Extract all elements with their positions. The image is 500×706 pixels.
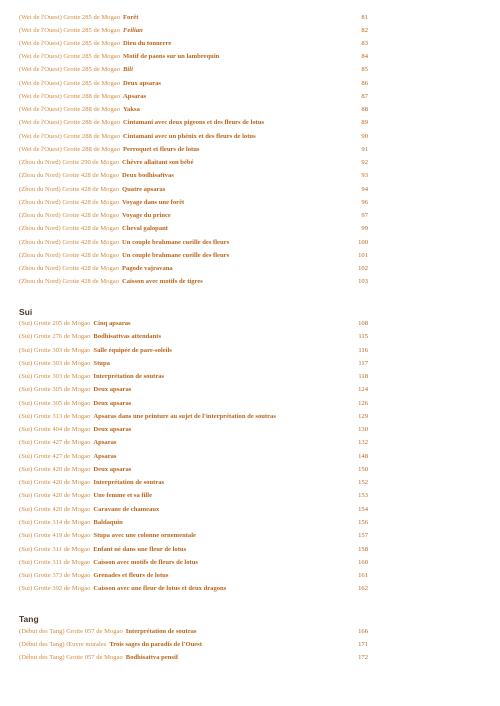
entry-source: (Sui) Grotte 276 de Mogao (19, 333, 91, 340)
toc-entry[interactable] (19, 358, 369, 370)
entry-page-number: 115 (358, 333, 368, 340)
toc-entry[interactable] (19, 250, 369, 262)
entry-page-number: 156 (358, 519, 368, 526)
entry-page-number: 90 (361, 133, 368, 140)
entry-page-number: 129 (358, 413, 368, 420)
entry-title: Stupa avec une colonne ornementale (93, 532, 196, 539)
toc-entry[interactable] (19, 557, 369, 569)
toc-entry[interactable] (19, 570, 369, 582)
toc-entry[interactable] (19, 263, 369, 275)
entry-page-number: 103 (358, 278, 368, 285)
toc-entry[interactable] (19, 144, 369, 156)
toc-entry[interactable] (19, 157, 369, 169)
toc-entry[interactable] (19, 91, 369, 103)
entry-title: Grenades et fleurs de lotus (93, 572, 169, 579)
entry-title: Trois sages du paradis de l'Ouest (109, 641, 202, 648)
toc-entry[interactable] (19, 626, 369, 638)
toc-entry[interactable] (19, 464, 369, 476)
entry-source: (Début des Tang) Grotte 057 de Mogao (19, 654, 123, 661)
entry-page-number: 157 (358, 532, 368, 539)
entry-source: (Sui) Grotte 420 de Mogao (19, 479, 91, 486)
entry-title: Cintamani avec un phénix et des fleurs de lotus (123, 133, 256, 140)
entry-source: (Sui) Grotte 303 de Mogao (19, 373, 91, 380)
toc-entry[interactable] (19, 639, 369, 651)
entry-page-number: 124 (358, 386, 368, 393)
entry-source: (Zhou du Nord) Grotte 428 de Mogao (19, 186, 119, 193)
entry-source: (Sui) Grotte 314 de Mogao (19, 519, 91, 526)
entry-page-number: 92 (361, 159, 368, 166)
entry-page-number: 172 (358, 654, 368, 661)
entry-page-number: 102 (358, 265, 368, 272)
entry-page-number: 81 (361, 14, 368, 21)
entry-source: (Wei de l'Ouest) Grotte 285 de Mogao (19, 27, 121, 34)
toc-entry[interactable] (19, 437, 369, 449)
entry-title: Apsaras (93, 453, 117, 460)
entry-source: (Zhou du Nord) Grotte 428 de Mogao (19, 225, 119, 232)
entry-source: (Wei de l'Ouest) Grotte 285 de Mogao (19, 53, 121, 60)
entry-source: (Sui) Grotte 311 de Mogao (19, 546, 91, 553)
entry-page-number: 91 (361, 146, 368, 153)
entry-page-number: 101 (358, 252, 368, 259)
toc-entry[interactable] (19, 424, 369, 436)
toc-entry[interactable] (19, 170, 369, 182)
toc-entry[interactable] (19, 398, 369, 410)
entry-source: (Wei de l'Ouest) Grotte 288 de Mogao (19, 93, 121, 100)
entry-title: Baldaquin (93, 519, 123, 526)
entry-source: (Zhou du Nord) Grotte 428 de Mogao (19, 172, 119, 179)
entry-page-number: 94 (361, 186, 368, 193)
entry-source: (Sui) Grotte 205 de Mogao (19, 320, 91, 327)
entry-page-number: 86 (361, 80, 368, 87)
entry-title: Caisson avec motifs de tigres (122, 278, 203, 285)
section-heading-tang: Tang (19, 614, 39, 624)
toc-entry[interactable] (19, 237, 369, 249)
entry-page-number: 162 (358, 585, 368, 592)
entry-title: Dieu du tonnerre (123, 40, 172, 47)
entry-page-number: 161 (358, 572, 368, 579)
entry-title: Bodhisattva pensif (125, 654, 179, 661)
entry-title: Forêt (123, 14, 139, 21)
entry-source: (Sui) Grotte 305 de Mogao (19, 400, 91, 407)
entry-source: (Zhou du Nord) Grotte 428 de Mogao (19, 265, 119, 272)
entry-title: Une femme et sa fille (93, 492, 153, 499)
entry-title: Un couple brahmane cueille des fleurs (122, 252, 230, 259)
entry-page-number: 88 (361, 106, 368, 113)
toc-entry[interactable] (19, 117, 369, 129)
toc-entry[interactable] (19, 78, 369, 90)
entry-title: Un couple brahmane cueille des fleurs (122, 239, 230, 246)
entry-source: (Début des Tang) Grotte 057 de Mogao (19, 628, 123, 635)
entry-title: Pagode vajravana (122, 265, 173, 272)
entry-page-number: 132 (358, 439, 368, 446)
toc-entry[interactable] (19, 131, 369, 143)
entry-source: (Sui) Grotte 373 de Mogao (19, 572, 91, 579)
entry-source: (Wei de l'Ouest) Grotte 288 de Mogao (19, 146, 121, 153)
entry-title: Interprétation de soutras (93, 479, 165, 486)
entry-source: (Sui) Grotte 303 de Mogao (19, 347, 91, 354)
entry-source: (Sui) Grotte 311 de Mogao (19, 559, 91, 566)
toc-entry[interactable] (19, 276, 369, 288)
entry-page-number: 82 (361, 27, 368, 34)
entry-source: (Wei de l'Ouest) Grotte 288 de Mogao (19, 119, 121, 126)
toc-entry[interactable] (19, 64, 369, 76)
entry-source: (Sui) Grotte 420 de Mogao (19, 492, 91, 499)
entry-page-number: 153 (358, 492, 368, 499)
entry-page-number: 117 (358, 360, 368, 367)
entry-title: Deux apsaras (123, 80, 161, 87)
entry-source: (Sui) Grotte 313 de Mogao (19, 413, 91, 420)
entry-page-number: 85 (361, 66, 368, 73)
entry-page-number: 108 (358, 320, 368, 327)
toc-entry[interactable] (19, 504, 369, 516)
entry-source: (Wei de l'Ouest) Grotte 285 de Mogao (19, 14, 121, 21)
entry-title: Enfant né dans une fleur de lotus (93, 546, 187, 553)
entry-source: (Zhou du Nord) Grotte 428 de Mogao (19, 278, 119, 285)
entry-title: Feilian (123, 27, 143, 34)
toc-entry[interactable] (19, 477, 369, 489)
entry-page-number: 93 (361, 172, 368, 179)
toc-entry[interactable] (19, 25, 369, 37)
toc-entry[interactable] (19, 210, 369, 222)
toc-entry[interactable] (19, 451, 369, 463)
toc-entry[interactable] (19, 51, 369, 63)
entry-page-number: 148 (358, 453, 368, 460)
entry-page-number: 166 (358, 628, 368, 635)
entry-source: (Sui) Grotte 303 de Mogao (19, 360, 91, 367)
toc-entry[interactable] (19, 530, 369, 542)
entry-title: Bili (123, 66, 133, 73)
entry-source: (Sui) Grotte 392 de Mogao (19, 585, 91, 592)
entry-page-number: 89 (361, 119, 368, 126)
entry-source: (Sui) Grotte 404 de Mogao (19, 426, 91, 433)
entry-title: Bodhisattvas attendants (93, 333, 162, 340)
entry-page-number: 83 (361, 40, 368, 47)
entry-page-number: 158 (358, 546, 368, 553)
toc-entry[interactable] (19, 384, 369, 396)
entry-title: Deux apsaras (93, 400, 132, 407)
entry-page-number: 99 (361, 225, 368, 232)
entry-page-number: 96 (361, 199, 368, 206)
toc-entry[interactable] (19, 223, 369, 235)
entry-title: Perroquet et fleurs de lotus (123, 146, 200, 153)
entry-source: (Sui) Grotte 420 de Mogao (19, 466, 91, 473)
toc-entry[interactable] (19, 318, 369, 330)
entry-title: Deux apsaras (93, 466, 132, 473)
entry-title: Caisson avec motifs de fleurs de lotus (93, 559, 198, 566)
entry-page-number: 100 (358, 239, 368, 246)
entry-page-number: 171 (358, 641, 368, 648)
entry-source: (Zhou du Nord) Grotte 428 de Mogao (19, 199, 119, 206)
entry-title: Deux bodhisattvas (122, 172, 174, 179)
entry-source: (Zhou du Nord) Grotte 428 de Mogao (19, 239, 119, 246)
entry-source: (Sui) Grotte 420 de Mogao (19, 506, 91, 513)
entry-title: Deux apsaras (93, 386, 132, 393)
toc-entry[interactable] (19, 331, 369, 343)
entry-title: Salle équipée de pare-soleils (93, 347, 172, 354)
entry-source: (Wei de l'Ouest) Grotte 288 de Mogao (19, 133, 121, 140)
toc-entry[interactable] (19, 544, 369, 556)
toc-entry[interactable] (19, 104, 369, 116)
entry-source: (Sui) Grotte 305 de Mogao (19, 386, 91, 393)
entry-title: Caisson avec une fleur de lotus et deux dragons (93, 585, 227, 592)
entry-page-number: 116 (358, 347, 368, 354)
entry-page-number: 97 (361, 212, 368, 219)
entry-title: Interprétation de soutras (93, 373, 165, 380)
toc-entry[interactable] (19, 197, 369, 209)
entry-title: Voyage dans une forêt (122, 199, 185, 206)
entry-title: Apsaras dans une peinture au sujet de l'interprétation de soutras (93, 413, 276, 420)
toc-entry[interactable] (19, 652, 369, 664)
entry-title: Voyage du prince (122, 212, 171, 219)
entry-page-number: 160 (358, 559, 368, 566)
entry-source: (Zhou du Nord) Grotte 428 de Mogao (19, 252, 119, 259)
toc-entry[interactable] (19, 184, 369, 196)
toc-entry[interactable] (19, 12, 369, 24)
entry-source: (Wei de l'Ouest) Grotte 288 de Mogao (19, 106, 121, 113)
entry-title: Yaksa (123, 106, 140, 113)
entry-source: (Début des Tang) Œuvre murales (19, 641, 107, 648)
entry-source: (Zhou du Nord) Grotte 290 de Mogao (19, 159, 119, 166)
toc-entry[interactable] (19, 38, 369, 50)
entry-title: Stupa (93, 360, 110, 367)
entry-title: Cintamani avec deux pigeons et des fleurs de lotus (123, 119, 265, 126)
entry-page-number: 130 (358, 426, 368, 433)
toc-entry[interactable] (19, 411, 369, 423)
entry-page-number: 87 (361, 93, 368, 100)
entry-source: (Zhou du Nord) Grotte 428 de Mogao (19, 212, 119, 219)
entry-title: Apsaras (93, 439, 117, 446)
toc-entry[interactable] (19, 583, 369, 595)
entry-title: Interprétation de soutras (125, 628, 197, 635)
entry-source: (Sui) Grotte 427 de Mogao (19, 453, 91, 460)
entry-title: Deux apsaras (93, 426, 132, 433)
entry-page-number: 150 (358, 466, 368, 473)
entry-source: (Wei de l'Ouest) Grotte 285 de Mogao (19, 66, 121, 73)
entry-title: Quatre apsaras (122, 186, 166, 193)
entry-page-number: 126 (358, 400, 368, 407)
entry-source: (Wei de l'Ouest) Grotte 285 de Mogao (19, 40, 121, 47)
entry-title: Cinq apsaras (93, 320, 131, 327)
entry-page-number: 118 (358, 373, 368, 380)
entry-source: (Wei de l'Ouest) Grotte 285 de Mogao (19, 80, 121, 87)
entry-title: Motif de paons sur un lambrequin (123, 53, 220, 60)
toc-entry[interactable] (19, 517, 369, 529)
entry-title: Apsaras (123, 93, 147, 100)
entry-title: Caravane de chameaux (93, 506, 160, 513)
entry-title: Cheval galopant (122, 225, 168, 232)
entry-page-number: 152 (358, 479, 368, 486)
toc-entry[interactable] (19, 490, 369, 502)
section-heading-sui: Sui (19, 307, 33, 317)
toc-entry[interactable] (19, 345, 369, 357)
entry-page-number: 154 (358, 506, 368, 513)
entry-source: (Sui) Grotte 419 de Mogao (19, 532, 91, 539)
entry-title: Chèvre allaitant son bébé (122, 159, 194, 166)
entry-source: (Sui) Grotte 427 de Mogao (19, 439, 91, 446)
toc-entry[interactable] (19, 371, 369, 383)
entry-page-number: 84 (361, 53, 368, 60)
